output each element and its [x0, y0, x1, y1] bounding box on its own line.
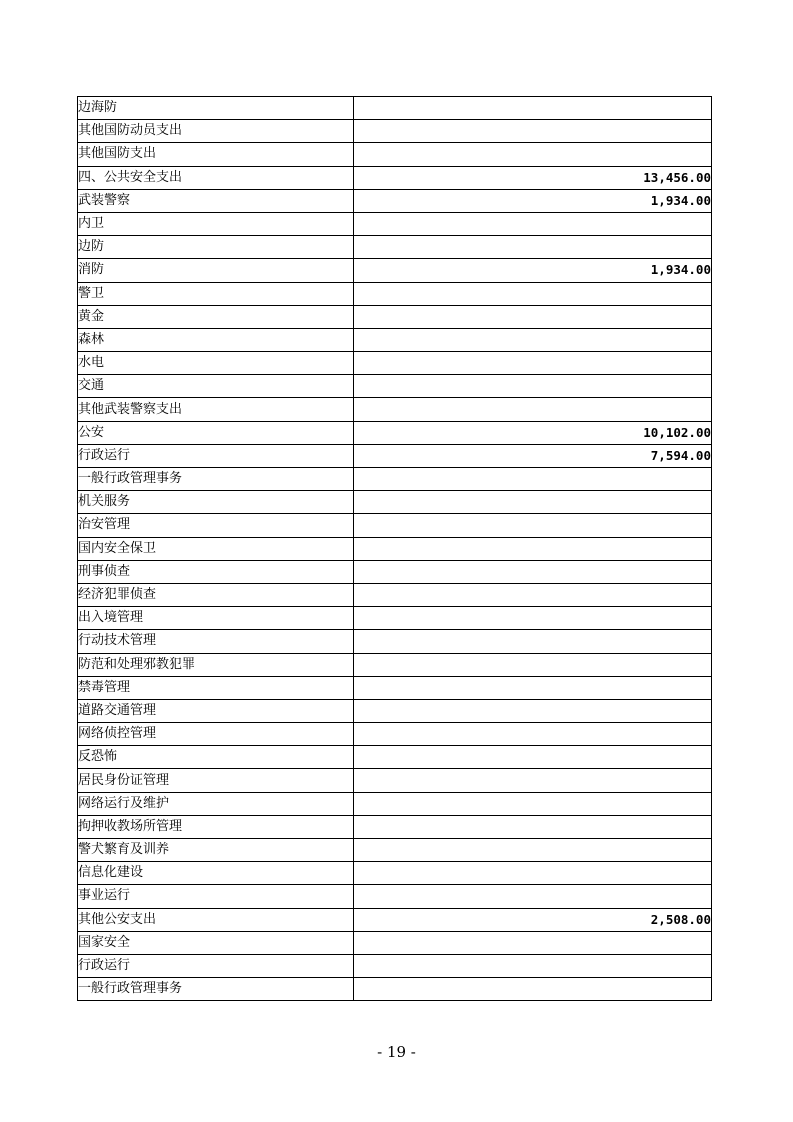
- item-name-cell: 森林: [78, 328, 354, 351]
- amount-cell: [354, 375, 712, 398]
- item-name-cell: 出入境管理: [78, 607, 354, 630]
- item-name-cell: 一般行政管理事务: [78, 468, 354, 491]
- amount-cell: [354, 885, 712, 908]
- item-name-cell: 其他国防动员支出: [78, 120, 354, 143]
- budget-table: [77, 96, 712, 1001]
- table-row: [78, 282, 712, 305]
- table-row: [78, 444, 712, 467]
- table-row: [78, 653, 712, 676]
- table-row: [78, 259, 712, 282]
- amount-cell: 1,934.00: [354, 259, 712, 282]
- table-row: [78, 189, 712, 212]
- table-row: [78, 908, 712, 931]
- amount-cell: [354, 862, 712, 885]
- item-name-cell: 道路交通管理: [78, 699, 354, 722]
- amount-cell: [354, 607, 712, 630]
- table-row: [78, 514, 712, 537]
- amount-cell: [354, 282, 712, 305]
- item-name-cell: 其他武装警察支出: [78, 398, 354, 421]
- amount-cell: [354, 143, 712, 166]
- item-name-cell: 反恐怖: [78, 746, 354, 769]
- item-name-cell: 刑事侦查: [78, 560, 354, 583]
- amount-cell: [354, 630, 712, 653]
- amount-cell: [354, 769, 712, 792]
- amount-cell: [354, 352, 712, 375]
- item-name-cell: 黄金: [78, 305, 354, 328]
- item-name-cell: 警犬繁育及训养: [78, 839, 354, 862]
- item-name-cell: 四、公共安全支出: [78, 166, 354, 189]
- amount-cell: [354, 398, 712, 421]
- amount-cell: [354, 537, 712, 560]
- item-name-cell: 交通: [78, 375, 354, 398]
- item-name-cell: 水电: [78, 352, 354, 375]
- amount-cell: [354, 699, 712, 722]
- table-row: [78, 839, 712, 862]
- item-name-cell: 经济犯罪侦查: [78, 583, 354, 606]
- item-name-cell: 事业运行: [78, 885, 354, 908]
- amount-cell: [354, 839, 712, 862]
- amount-cell: [354, 560, 712, 583]
- table-row: [78, 398, 712, 421]
- page-number: - 19 -: [377, 1043, 416, 1061]
- table-row: [78, 560, 712, 583]
- amount-cell: [354, 676, 712, 699]
- amount-cell: [354, 97, 712, 120]
- table-row: [78, 815, 712, 838]
- table-row: [78, 931, 712, 954]
- amount-cell: [354, 583, 712, 606]
- table-row: [78, 885, 712, 908]
- table-row: [78, 699, 712, 722]
- item-name-cell: 机关服务: [78, 491, 354, 514]
- amount-cell: [354, 491, 712, 514]
- item-name-cell: 禁毒管理: [78, 676, 354, 699]
- table-row: [78, 491, 712, 514]
- amount-cell: [354, 468, 712, 491]
- amount-cell: [354, 723, 712, 746]
- table-row: [78, 212, 712, 235]
- table-row: [78, 676, 712, 699]
- amount-cell: 7,594.00: [354, 444, 712, 467]
- item-name-cell: 一般行政管理事务: [78, 978, 354, 1001]
- amount-cell: [354, 236, 712, 259]
- table-row: [78, 537, 712, 560]
- table-row: [78, 769, 712, 792]
- amount-cell: [354, 954, 712, 977]
- amount-cell: 2,508.00: [354, 908, 712, 931]
- amount-cell: [354, 514, 712, 537]
- item-name-cell: 国家安全: [78, 931, 354, 954]
- table-row: [78, 978, 712, 1001]
- amount-cell: [354, 792, 712, 815]
- item-name-cell: 内卫: [78, 212, 354, 235]
- table-row: [78, 375, 712, 398]
- table-row: [78, 166, 712, 189]
- item-name-cell: 信息化建设: [78, 862, 354, 885]
- item-name-cell: 治安管理: [78, 514, 354, 537]
- table-row: [78, 143, 712, 166]
- item-name-cell: 行动技术管理: [78, 630, 354, 653]
- table-row: [78, 120, 712, 143]
- item-name-cell: 消防: [78, 259, 354, 282]
- amount-cell: 10,102.00: [354, 421, 712, 444]
- table-row: [78, 630, 712, 653]
- amount-cell: [354, 653, 712, 676]
- table-row: [78, 862, 712, 885]
- amount-cell: [354, 931, 712, 954]
- table-row: [78, 236, 712, 259]
- item-name-cell: 行政运行: [78, 444, 354, 467]
- item-name-cell: 网络运行及维护: [78, 792, 354, 815]
- amount-cell: [354, 305, 712, 328]
- item-name-cell: 其他国防支出: [78, 143, 354, 166]
- item-name-cell: 网络侦控管理: [78, 723, 354, 746]
- item-name-cell: 武装警察: [78, 189, 354, 212]
- amount-cell: [354, 746, 712, 769]
- table-row: [78, 97, 712, 120]
- table-row: [78, 583, 712, 606]
- table-row: [78, 746, 712, 769]
- item-name-cell: 公安: [78, 421, 354, 444]
- table-row: [78, 607, 712, 630]
- item-name-cell: 防范和处理邪教犯罪: [78, 653, 354, 676]
- amount-cell: [354, 978, 712, 1001]
- amount-cell: [354, 120, 712, 143]
- table-row: [78, 723, 712, 746]
- table-row: [78, 421, 712, 444]
- amount-cell: 1,934.00: [354, 189, 712, 212]
- item-name-cell: 居民身份证管理: [78, 769, 354, 792]
- item-name-cell: 拘押收教场所管理: [78, 815, 354, 838]
- table-row: [78, 328, 712, 351]
- item-name-cell: 国内安全保卫: [78, 537, 354, 560]
- amount-cell: [354, 212, 712, 235]
- item-name-cell: 边防: [78, 236, 354, 259]
- item-name-cell: 行政运行: [78, 954, 354, 977]
- table-row: [78, 468, 712, 491]
- item-name-cell: 边海防: [78, 97, 354, 120]
- table-row: [78, 792, 712, 815]
- table-row: [78, 305, 712, 328]
- amount-cell: 13,456.00: [354, 166, 712, 189]
- table-body: [78, 97, 712, 1001]
- item-name-cell: 其他公安支出: [78, 908, 354, 931]
- amount-cell: [354, 815, 712, 838]
- amount-cell: [354, 328, 712, 351]
- table-row: [78, 954, 712, 977]
- item-name-cell: 警卫: [78, 282, 354, 305]
- table-row: [78, 352, 712, 375]
